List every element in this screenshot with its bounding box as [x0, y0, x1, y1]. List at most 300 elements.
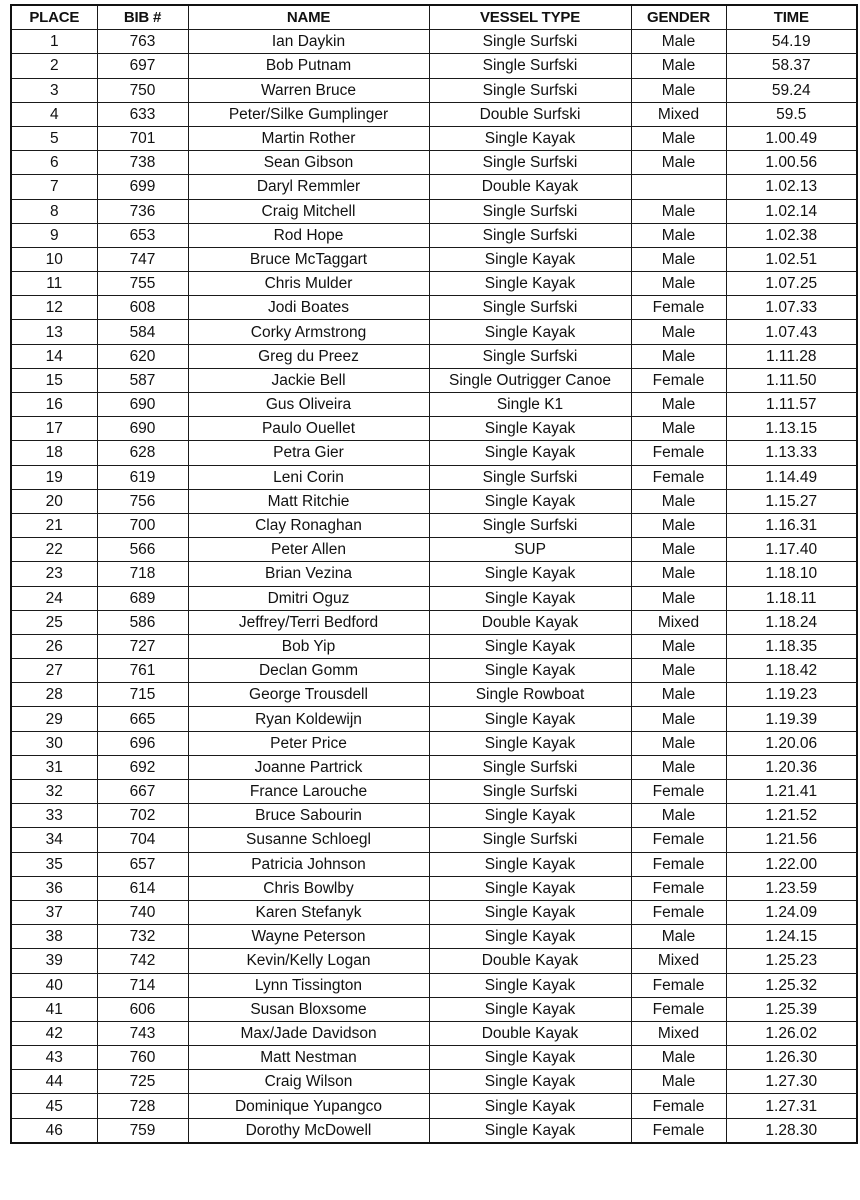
- cell-time: 1.02.51: [726, 247, 857, 271]
- table-row: [11, 876, 857, 900]
- cell-gender: Male: [631, 30, 726, 54]
- table-row: [11, 78, 857, 102]
- cell-place: 30: [11, 731, 97, 755]
- table-row: [11, 199, 857, 223]
- cell-gender: Female: [631, 780, 726, 804]
- cell-time: 1.13.15: [726, 417, 857, 441]
- cell-vessel-type: Single Kayak: [429, 731, 631, 755]
- cell-vessel-type: Single Surfski: [429, 755, 631, 779]
- cell-time: 1.18.42: [726, 659, 857, 683]
- cell-place: 18: [11, 441, 97, 465]
- cell-name: Lynn Tissington: [188, 973, 429, 997]
- table-row: [11, 465, 857, 489]
- cell-bib: 696: [97, 731, 188, 755]
- cell-time: 1.22.00: [726, 852, 857, 876]
- cell-place: 2: [11, 54, 97, 78]
- table-row: [11, 296, 857, 320]
- table-row: [11, 683, 857, 707]
- cell-gender: Male: [631, 393, 726, 417]
- cell-place: 27: [11, 659, 97, 683]
- cell-place: 34: [11, 828, 97, 852]
- cell-time: 1.07.43: [726, 320, 857, 344]
- cell-gender: Male: [631, 223, 726, 247]
- cell-name: Clay Ronaghan: [188, 513, 429, 537]
- cell-vessel-type: Single Surfski: [429, 465, 631, 489]
- cell-bib: 756: [97, 489, 188, 513]
- table-row: [11, 1046, 857, 1070]
- cell-bib: 566: [97, 538, 188, 562]
- cell-time: 1.25.23: [726, 949, 857, 973]
- cell-time: 1.07.25: [726, 272, 857, 296]
- cell-time: 1.24.09: [726, 900, 857, 924]
- table-row: [11, 707, 857, 731]
- cell-time: 1.07.33: [726, 296, 857, 320]
- cell-vessel-type: Single Surfski: [429, 513, 631, 537]
- cell-gender: Male: [631, 659, 726, 683]
- cell-name: Petra Gier: [188, 441, 429, 465]
- header-place: PLACE: [11, 5, 97, 30]
- cell-name: Karen Stefanyk: [188, 900, 429, 924]
- cell-bib: 697: [97, 54, 188, 78]
- cell-gender: Female: [631, 900, 726, 924]
- cell-bib: 759: [97, 1118, 188, 1143]
- cell-time: 1.23.59: [726, 876, 857, 900]
- cell-time: 54.19: [726, 30, 857, 54]
- cell-gender: Male: [631, 320, 726, 344]
- table-row: [11, 538, 857, 562]
- header-gender: GENDER: [631, 5, 726, 30]
- cell-gender: Female: [631, 852, 726, 876]
- cell-time: 1.28.30: [726, 1118, 857, 1143]
- cell-time: 1.26.30: [726, 1046, 857, 1070]
- cell-bib: 690: [97, 393, 188, 417]
- cell-name: Jodi Boates: [188, 296, 429, 320]
- cell-gender: Female: [631, 973, 726, 997]
- cell-gender: Male: [631, 925, 726, 949]
- cell-name: Martin Rother: [188, 126, 429, 150]
- cell-place: 40: [11, 973, 97, 997]
- cell-vessel-type: Single Surfski: [429, 78, 631, 102]
- cell-bib: 761: [97, 659, 188, 683]
- cell-gender: Male: [631, 804, 726, 828]
- cell-vessel-type: Single Kayak: [429, 852, 631, 876]
- table-row: [11, 925, 857, 949]
- cell-gender: Male: [631, 707, 726, 731]
- cell-bib: 690: [97, 417, 188, 441]
- cell-bib: 728: [97, 1094, 188, 1118]
- cell-name: Jackie Bell: [188, 368, 429, 392]
- cell-place: 13: [11, 320, 97, 344]
- cell-time: 1.00.56: [726, 151, 857, 175]
- cell-gender: Female: [631, 441, 726, 465]
- cell-place: 41: [11, 997, 97, 1021]
- cell-gender: Male: [631, 562, 726, 586]
- cell-place: 10: [11, 247, 97, 271]
- cell-place: 11: [11, 272, 97, 296]
- cell-vessel-type: Single Kayak: [429, 900, 631, 924]
- cell-vessel-type: Single Surfski: [429, 344, 631, 368]
- cell-name: Brian Vezina: [188, 562, 429, 586]
- cell-bib: 689: [97, 586, 188, 610]
- cell-bib: 701: [97, 126, 188, 150]
- cell-place: 38: [11, 925, 97, 949]
- cell-name: Ian Daykin: [188, 30, 429, 54]
- cell-place: 24: [11, 586, 97, 610]
- cell-gender: [631, 175, 726, 199]
- cell-vessel-type: Single Kayak: [429, 1118, 631, 1143]
- cell-vessel-type: Single Surfski: [429, 54, 631, 78]
- cell-name: Bruce McTaggart: [188, 247, 429, 271]
- cell-bib: 633: [97, 102, 188, 126]
- cell-name: Peter Price: [188, 731, 429, 755]
- table-row: [11, 1070, 857, 1094]
- cell-time: 1.21.41: [726, 780, 857, 804]
- cell-time: 1.25.39: [726, 997, 857, 1021]
- cell-vessel-type: Double Kayak: [429, 1021, 631, 1045]
- cell-gender: Male: [631, 538, 726, 562]
- cell-vessel-type: Single Outrigger Canoe: [429, 368, 631, 392]
- cell-vessel-type: Single Kayak: [429, 707, 631, 731]
- cell-bib: 657: [97, 852, 188, 876]
- table-row: [11, 54, 857, 78]
- cell-vessel-type: Single Kayak: [429, 1070, 631, 1094]
- cell-time: 1.27.31: [726, 1094, 857, 1118]
- cell-gender: Male: [631, 417, 726, 441]
- table-row: [11, 900, 857, 924]
- cell-bib: 587: [97, 368, 188, 392]
- cell-bib: 614: [97, 876, 188, 900]
- cell-name: France Larouche: [188, 780, 429, 804]
- cell-bib: 692: [97, 755, 188, 779]
- table-row: [11, 804, 857, 828]
- table-row: [11, 610, 857, 634]
- cell-vessel-type: Single Kayak: [429, 925, 631, 949]
- table-row: [11, 949, 857, 973]
- table-row: [11, 344, 857, 368]
- cell-place: 39: [11, 949, 97, 973]
- cell-gender: Male: [631, 151, 726, 175]
- cell-bib: 763: [97, 30, 188, 54]
- cell-bib: 747: [97, 247, 188, 271]
- cell-name: Chris Bowlby: [188, 876, 429, 900]
- cell-gender: Male: [631, 54, 726, 78]
- cell-vessel-type: Single Surfski: [429, 151, 631, 175]
- cell-vessel-type: Single Surfski: [429, 30, 631, 54]
- cell-place: 15: [11, 368, 97, 392]
- cell-bib: 742: [97, 949, 188, 973]
- cell-name: Dominique Yupangco: [188, 1094, 429, 1118]
- table-row: [11, 1094, 857, 1118]
- cell-name: Leni Corin: [188, 465, 429, 489]
- cell-place: 6: [11, 151, 97, 175]
- cell-vessel-type: Single Kayak: [429, 417, 631, 441]
- cell-gender: Female: [631, 1094, 726, 1118]
- table-row: [11, 489, 857, 513]
- cell-place: 29: [11, 707, 97, 731]
- cell-bib: 628: [97, 441, 188, 465]
- cell-bib: 620: [97, 344, 188, 368]
- cell-name: Wayne Peterson: [188, 925, 429, 949]
- cell-name: Daryl Remmler: [188, 175, 429, 199]
- cell-place: 19: [11, 465, 97, 489]
- cell-bib: 653: [97, 223, 188, 247]
- cell-vessel-type: Double Surfski: [429, 102, 631, 126]
- cell-vessel-type: Single Surfski: [429, 199, 631, 223]
- table-row: [11, 102, 857, 126]
- cell-name: Chris Mulder: [188, 272, 429, 296]
- cell-place: 35: [11, 852, 97, 876]
- cell-place: 22: [11, 538, 97, 562]
- cell-gender: Male: [631, 755, 726, 779]
- cell-bib: 584: [97, 320, 188, 344]
- cell-place: 7: [11, 175, 97, 199]
- cell-vessel-type: Single Surfski: [429, 296, 631, 320]
- cell-vessel-type: Double Kayak: [429, 949, 631, 973]
- cell-time: 1.16.31: [726, 513, 857, 537]
- cell-time: 1.02.14: [726, 199, 857, 223]
- cell-gender: Male: [631, 78, 726, 102]
- table-row: [11, 513, 857, 537]
- cell-time: 1.15.27: [726, 489, 857, 513]
- cell-time: 59.5: [726, 102, 857, 126]
- cell-vessel-type: Single Surfski: [429, 828, 631, 852]
- cell-name: Sean Gibson: [188, 151, 429, 175]
- cell-bib: 750: [97, 78, 188, 102]
- cell-gender: Mixed: [631, 102, 726, 126]
- cell-vessel-type: Single Kayak: [429, 320, 631, 344]
- cell-place: 21: [11, 513, 97, 537]
- cell-place: 43: [11, 1046, 97, 1070]
- table-row: [11, 126, 857, 150]
- cell-name: Gus Oliveira: [188, 393, 429, 417]
- cell-name: Matt Nestman: [188, 1046, 429, 1070]
- cell-gender: Female: [631, 1118, 726, 1143]
- cell-name: Dmitri Oguz: [188, 586, 429, 610]
- cell-vessel-type: Single Kayak: [429, 804, 631, 828]
- race-results-table: [10, 4, 858, 1144]
- cell-name: Bob Yip: [188, 634, 429, 658]
- cell-bib: 740: [97, 900, 188, 924]
- cell-place: 33: [11, 804, 97, 828]
- cell-gender: Male: [631, 634, 726, 658]
- table-row: [11, 393, 857, 417]
- cell-vessel-type: Single Kayak: [429, 489, 631, 513]
- cell-gender: Mixed: [631, 610, 726, 634]
- cell-name: Patricia Johnson: [188, 852, 429, 876]
- cell-place: 46: [11, 1118, 97, 1143]
- cell-time: 1.02.13: [726, 175, 857, 199]
- cell-name: Susanne Schloegl: [188, 828, 429, 852]
- cell-time: 1.24.15: [726, 925, 857, 949]
- cell-place: 17: [11, 417, 97, 441]
- table-row: [11, 780, 857, 804]
- cell-name: Craig Wilson: [188, 1070, 429, 1094]
- table-row: [11, 997, 857, 1021]
- table-row: [11, 1118, 857, 1143]
- cell-bib: 704: [97, 828, 188, 852]
- cell-time: 58.37: [726, 54, 857, 78]
- cell-name: Jeffrey/Terri Bedford: [188, 610, 429, 634]
- cell-place: 28: [11, 683, 97, 707]
- table-row: [11, 731, 857, 755]
- cell-time: 1.18.11: [726, 586, 857, 610]
- cell-bib: 667: [97, 780, 188, 804]
- cell-gender: Female: [631, 296, 726, 320]
- cell-place: 26: [11, 634, 97, 658]
- table-row: [11, 223, 857, 247]
- cell-vessel-type: Double Kayak: [429, 610, 631, 634]
- cell-vessel-type: Single Surfski: [429, 223, 631, 247]
- header-name: NAME: [188, 5, 429, 30]
- cell-place: 4: [11, 102, 97, 126]
- cell-gender: Male: [631, 1046, 726, 1070]
- cell-gender: Male: [631, 731, 726, 755]
- cell-name: Susan Bloxsome: [188, 997, 429, 1021]
- cell-time: 1.18.35: [726, 634, 857, 658]
- cell-gender: Male: [631, 126, 726, 150]
- cell-bib: 608: [97, 296, 188, 320]
- cell-name: Max/Jade Davidson: [188, 1021, 429, 1045]
- cell-time: 1.21.52: [726, 804, 857, 828]
- cell-place: 23: [11, 562, 97, 586]
- cell-time: 1.20.36: [726, 755, 857, 779]
- cell-vessel-type: Double Kayak: [429, 175, 631, 199]
- cell-name: Bruce Sabourin: [188, 804, 429, 828]
- cell-vessel-type: Single Kayak: [429, 272, 631, 296]
- table-row: [11, 828, 857, 852]
- cell-vessel-type: Single Kayak: [429, 876, 631, 900]
- cell-name: George Trousdell: [188, 683, 429, 707]
- table-row: [11, 755, 857, 779]
- table-row: [11, 586, 857, 610]
- cell-bib: 619: [97, 465, 188, 489]
- table-row: [11, 441, 857, 465]
- cell-bib: 725: [97, 1070, 188, 1094]
- cell-name: Joanne Partrick: [188, 755, 429, 779]
- cell-gender: Male: [631, 272, 726, 296]
- cell-name: Dorothy McDowell: [188, 1118, 429, 1143]
- cell-gender: Male: [631, 489, 726, 513]
- cell-place: 42: [11, 1021, 97, 1045]
- cell-gender: Male: [631, 247, 726, 271]
- cell-place: 36: [11, 876, 97, 900]
- cell-bib: 727: [97, 634, 188, 658]
- cell-gender: Male: [631, 199, 726, 223]
- cell-bib: 606: [97, 997, 188, 1021]
- table-row: [11, 320, 857, 344]
- header-time: TIME: [726, 5, 857, 30]
- cell-vessel-type: Single Kayak: [429, 441, 631, 465]
- cell-name: Matt Ritchie: [188, 489, 429, 513]
- cell-bib: 714: [97, 973, 188, 997]
- header-row: [11, 5, 857, 30]
- cell-gender: Male: [631, 1070, 726, 1094]
- cell-time: 1.27.30: [726, 1070, 857, 1094]
- cell-vessel-type: Single Rowboat: [429, 683, 631, 707]
- cell-name: Warren Bruce: [188, 78, 429, 102]
- table-row: [11, 1021, 857, 1045]
- cell-place: 12: [11, 296, 97, 320]
- cell-bib: 743: [97, 1021, 188, 1045]
- cell-bib: 702: [97, 804, 188, 828]
- cell-vessel-type: Single Surfski: [429, 780, 631, 804]
- cell-place: 9: [11, 223, 97, 247]
- table-row: [11, 247, 857, 271]
- cell-vessel-type: Single Kayak: [429, 586, 631, 610]
- cell-bib: 736: [97, 199, 188, 223]
- cell-time: 1.02.38: [726, 223, 857, 247]
- cell-time: 1.21.56: [726, 828, 857, 852]
- cell-gender: Mixed: [631, 1021, 726, 1045]
- table-row: [11, 30, 857, 54]
- cell-name: Corky Armstrong: [188, 320, 429, 344]
- cell-time: 1.13.33: [726, 441, 857, 465]
- cell-time: 1.19.23: [726, 683, 857, 707]
- cell-place: 44: [11, 1070, 97, 1094]
- cell-vessel-type: Single Kayak: [429, 634, 631, 658]
- table-row: [11, 272, 857, 296]
- table-row: [11, 562, 857, 586]
- cell-gender: Female: [631, 465, 726, 489]
- cell-vessel-type: Single Kayak: [429, 126, 631, 150]
- cell-name: Declan Gomm: [188, 659, 429, 683]
- cell-gender: Female: [631, 368, 726, 392]
- cell-place: 8: [11, 199, 97, 223]
- cell-time: 1.11.57: [726, 393, 857, 417]
- table-row: [11, 175, 857, 199]
- results-body: [11, 30, 857, 1143]
- cell-bib: 699: [97, 175, 188, 199]
- cell-bib: 738: [97, 151, 188, 175]
- cell-name: Bob Putnam: [188, 54, 429, 78]
- cell-vessel-type: Single Kayak: [429, 1094, 631, 1118]
- table-row: [11, 417, 857, 441]
- cell-name: Peter/Silke Gumplinger: [188, 102, 429, 126]
- cell-gender: Male: [631, 513, 726, 537]
- cell-name: Kevin/Kelly Logan: [188, 949, 429, 973]
- cell-place: 31: [11, 755, 97, 779]
- cell-bib: 586: [97, 610, 188, 634]
- cell-time: 59.24: [726, 78, 857, 102]
- cell-place: 37: [11, 900, 97, 924]
- cell-gender: Female: [631, 828, 726, 852]
- cell-time: 1.11.28: [726, 344, 857, 368]
- cell-time: 1.11.50: [726, 368, 857, 392]
- cell-place: 5: [11, 126, 97, 150]
- cell-vessel-type: SUP: [429, 538, 631, 562]
- cell-vessel-type: Single Kayak: [429, 997, 631, 1021]
- cell-bib: 760: [97, 1046, 188, 1070]
- cell-vessel-type: Single Kayak: [429, 562, 631, 586]
- cell-place: 16: [11, 393, 97, 417]
- table-row: [11, 151, 857, 175]
- cell-vessel-type: Single Kayak: [429, 1046, 631, 1070]
- table-row: [11, 634, 857, 658]
- table-row: [11, 368, 857, 392]
- cell-bib: 715: [97, 683, 188, 707]
- cell-bib: 755: [97, 272, 188, 296]
- cell-vessel-type: Single Kayak: [429, 659, 631, 683]
- header-vessel-type: VESSEL TYPE: [429, 5, 631, 30]
- cell-gender: Male: [631, 683, 726, 707]
- cell-name: Rod Hope: [188, 223, 429, 247]
- cell-time: 1.18.10: [726, 562, 857, 586]
- cell-gender: Mixed: [631, 949, 726, 973]
- cell-name: Peter Allen: [188, 538, 429, 562]
- cell-time: 1.00.49: [726, 126, 857, 150]
- cell-time: 1.14.49: [726, 465, 857, 489]
- cell-time: 1.25.32: [726, 973, 857, 997]
